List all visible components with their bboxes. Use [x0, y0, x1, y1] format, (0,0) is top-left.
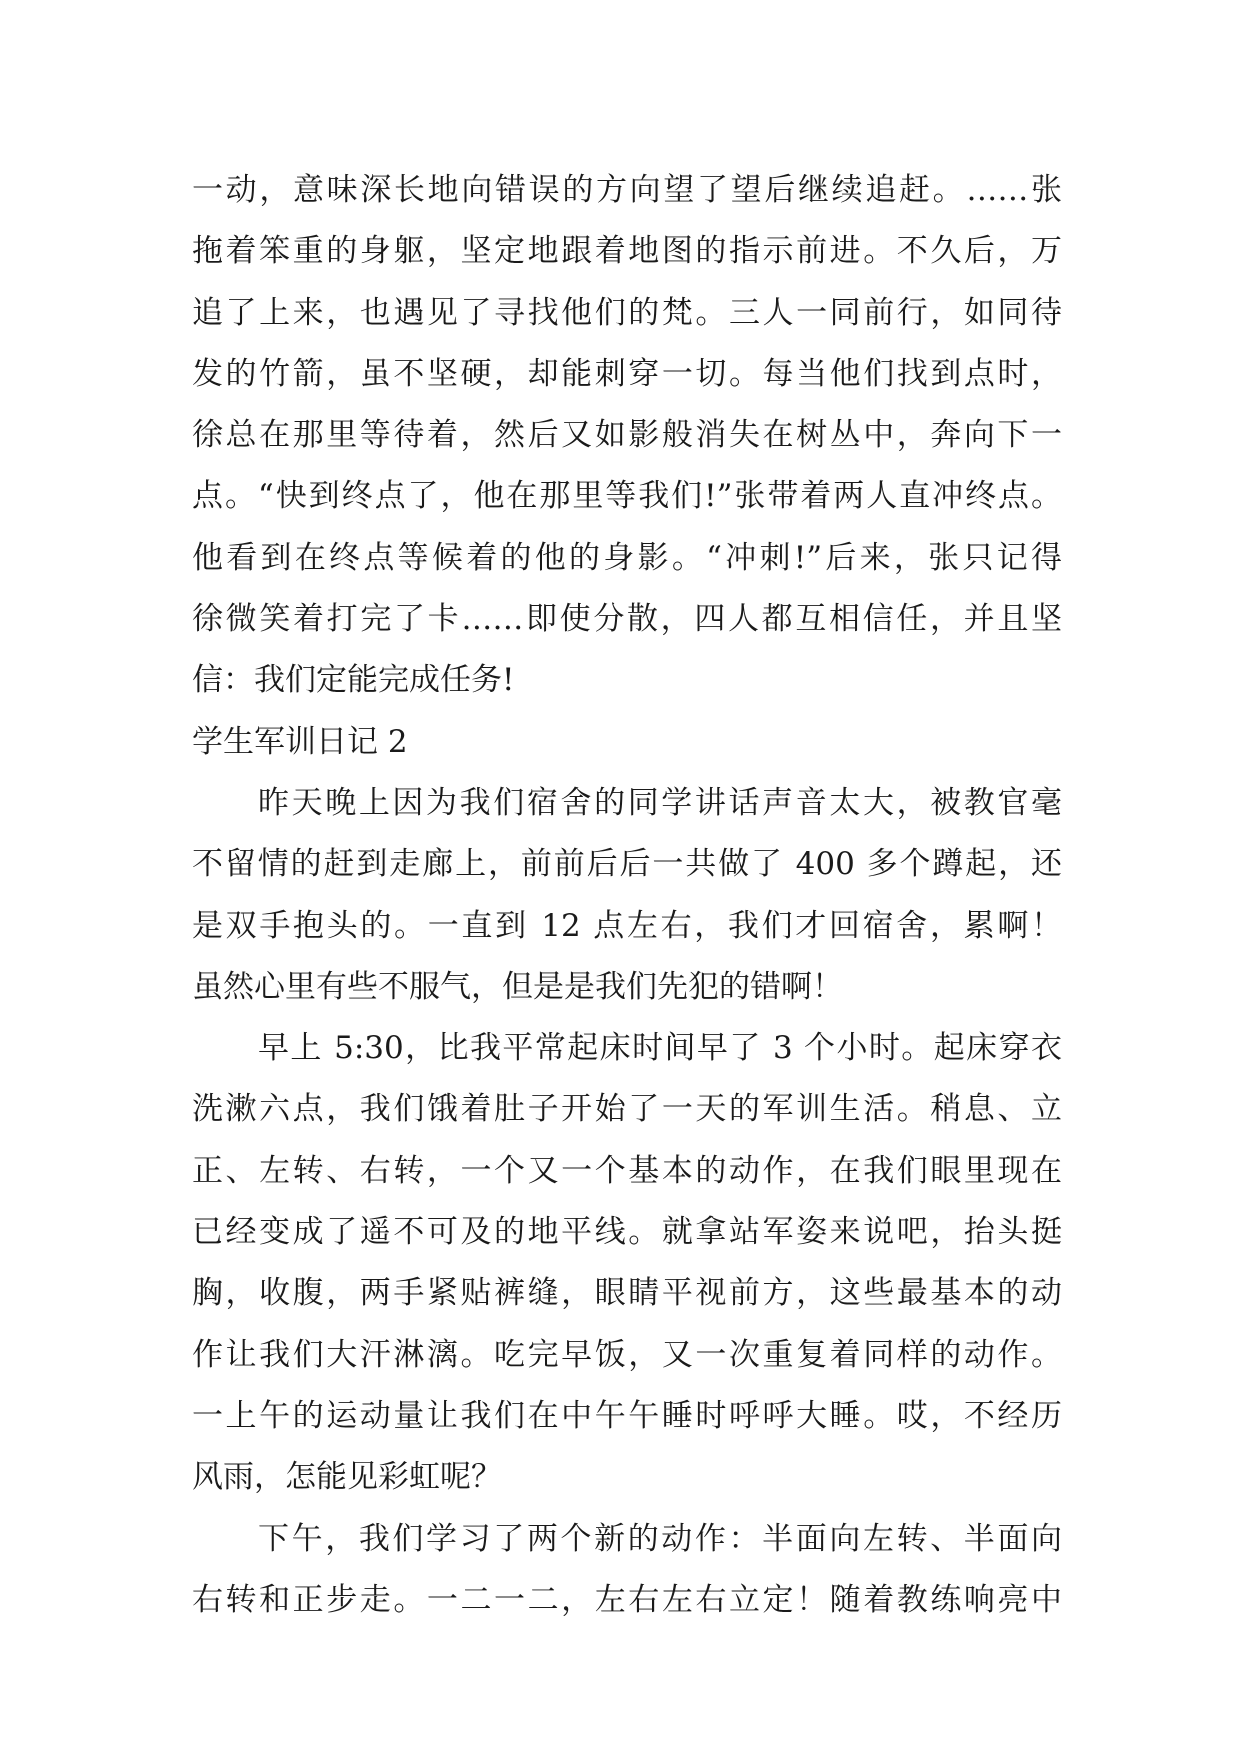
- text-line: 昨天晚上因为我们宿舍的同学讲话声音太大，被教官毫: [258, 784, 1062, 821]
- text-line: 风雨，怎能见彩虹呢？: [192, 1459, 502, 1496]
- text-line: 正、左转、右转，一个又一个基本的动作，在我们眼里现在: [192, 1152, 1062, 1189]
- text-line: 已经变成了遥不可及的地平线。就拿站军姿来说吧，抬头挺: [192, 1214, 1062, 1251]
- text-line: 他看到在终点等候着的他的身影。“冲刺!”后来，张只记得: [192, 539, 1062, 576]
- text-line: 是双手抱头的。一直到 12 点左右，我们才回宿舍，累啊！: [192, 907, 1062, 944]
- document-body: [192, 160, 1062, 1631]
- text-line: 下午，我们学习了两个新的动作：半面向左转、半面向: [258, 1520, 1062, 1557]
- text-line: 发的竹箭，虽不坚硬，却能刺穿一切。每当他们找到点时，: [192, 355, 1062, 392]
- paragraph: [192, 1018, 1062, 1508]
- text-line: 胸，收腹，两手紧贴裤缝，眼睛平视前方，这些最基本的动: [192, 1275, 1062, 1312]
- text-line: 信：我们定能完成任务!: [192, 662, 515, 699]
- paragraph-continued: [192, 160, 1062, 712]
- text-line: 右转和正步走。一二一二，左右左右立定！随着教练响亮中: [192, 1581, 1062, 1618]
- text-line: 拖着笨重的身躯，坚定地跟着地图的指示前进。不久后，万: [192, 233, 1062, 270]
- text-line: 早上 5:30，比我平常起床时间早了 3 个小时。起床穿衣: [258, 1030, 1062, 1067]
- text-line: 不留情的赶到走廊上，前前后后一共做了 400 多个蹲起，还: [192, 846, 1062, 883]
- text-line: 虽然心里有些不服气，但是是我们先犯的错啊！: [192, 968, 843, 1005]
- text-line: 一上午的运动量让我们在中午午睡时呼呼大睡。哎，不经历: [192, 1397, 1062, 1434]
- text-line: 一动，意味深长地向错误的方向望了望后继续追赶。……张: [192, 172, 1062, 208]
- text-line: 作让我们大汗淋漓。吃完早饭，又一次重复着同样的动作。: [192, 1336, 1062, 1373]
- text-line: 徐微笑着打完了卡……即使分散，四人都互相信任，并且坚: [192, 601, 1062, 638]
- paragraph: [192, 773, 1062, 1018]
- text-line: 徐总在那里等待着，然后又如影般消失在树丛中，奔向下一: [192, 417, 1062, 454]
- text-line: 追了上来，也遇见了寻找他们的梵。三人一同前行，如同待: [192, 294, 1062, 331]
- paragraph: [192, 1509, 1062, 1632]
- section-heading: 学生军训日记 2: [192, 723, 408, 760]
- text-line: 点。“快到终点了，他在那里等我们!”张带着两人直冲终点。: [192, 478, 1062, 515]
- text-line: 洗漱六点，我们饿着肚子开始了一天的军训生活。稍息、立: [192, 1091, 1062, 1128]
